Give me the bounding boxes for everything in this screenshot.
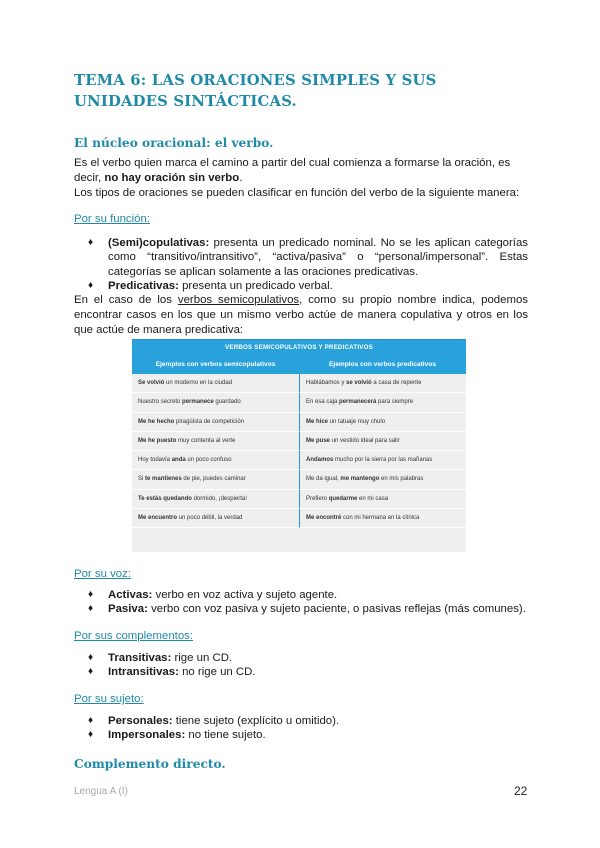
cell-text: mucho por la sierra por las mañanas xyxy=(333,457,433,464)
cell-text: un tatuaje muy chulo xyxy=(328,418,386,425)
cell-text: un vestido ideal para salir xyxy=(330,437,400,444)
item-bold: Transitivas: xyxy=(108,652,172,664)
table-row xyxy=(132,393,466,412)
cell-text: Me da igual, xyxy=(306,476,341,483)
table-header xyxy=(132,340,466,374)
table-title: VERBOS SEMICOPULATIVOS Y PREDICATIVOS xyxy=(225,344,373,351)
table-cell xyxy=(132,490,299,509)
para-text-b: , como su propio nombre indica, podemos encontrar casos en los que un mismo verbo actúe de manera copulativa y otros en los que actúe de manera predicativa: xyxy=(74,294,528,336)
list-item xyxy=(88,602,528,616)
diamond-bullet-icon: ♦ xyxy=(88,237,94,248)
table-cell xyxy=(299,509,466,528)
cell-verb: Me hice xyxy=(306,418,329,425)
cell-verb: Se volvió xyxy=(138,380,165,386)
table-cell xyxy=(299,374,466,393)
item-bold: Personales: xyxy=(108,715,173,727)
list-item xyxy=(88,279,528,293)
item-bold: Impersonales: xyxy=(108,729,186,742)
cell-verb: Me he puesto xyxy=(138,437,177,444)
cell-verb: me mantengo xyxy=(340,476,380,483)
cell-text: un poco débil, la verdad xyxy=(177,515,243,522)
table-row xyxy=(132,509,466,528)
table-cell xyxy=(132,470,299,489)
table-cell xyxy=(132,374,299,393)
cell-text: un moderno en la ciudad xyxy=(164,380,233,386)
section-voz-label: Por su voz: xyxy=(74,568,131,580)
cell-verb: Me he hecho xyxy=(138,418,175,425)
cell-text: en mis palabras xyxy=(379,476,424,483)
cell-verb: Andamos xyxy=(306,457,334,464)
item-bold: Predicativas: xyxy=(108,279,179,292)
cell-text: con mi hermana en la clínica xyxy=(341,515,420,522)
cell-verb: anda xyxy=(171,457,186,464)
table-cell xyxy=(132,451,299,470)
list-item xyxy=(88,236,528,279)
heading-nucleo-oracional: El núcleo oracional: el verbo. xyxy=(74,136,274,150)
table-row xyxy=(132,490,466,509)
diamond-bullet-icon: ♦ xyxy=(88,279,94,291)
cell-text: a casa de repente xyxy=(371,380,422,386)
cell-verb: te mantienes xyxy=(145,476,182,483)
list-item xyxy=(88,714,528,728)
cell-text: de pie, puedes caminar xyxy=(181,476,246,483)
intro-text-c: . xyxy=(239,172,243,184)
table-cell xyxy=(132,393,299,412)
semicopulativos-paragraph xyxy=(74,293,528,338)
verbs-table xyxy=(132,339,466,552)
item-bold: (Semi)copulativas: xyxy=(108,237,210,249)
cell-text: en mi casa xyxy=(357,495,389,502)
cell-text: un poco confuso xyxy=(185,457,232,464)
cell-text: piragüista de competición xyxy=(174,418,245,425)
intro-text-2: Los tipos de oraciones se pueden clasificar en función del verbo de la siguiente manera: xyxy=(74,187,520,199)
table-cell xyxy=(132,413,299,432)
intro-text-a: Es el verbo quien marca el camino a partir del cual comienza a formarse la oración, es decir, xyxy=(74,157,511,184)
item-bold: Intransitivas: xyxy=(108,666,179,679)
intro-paragraph xyxy=(74,156,528,201)
item-text: rige un CD. xyxy=(171,652,233,664)
cell-verb: quedarme xyxy=(328,495,358,502)
cell-verb: Me puse xyxy=(306,437,331,444)
section-funcion-label: Por su función: xyxy=(74,213,150,225)
cell-verb: permanece xyxy=(182,399,214,406)
para-underlined: verbos semicopulativos xyxy=(177,294,300,306)
table-cell xyxy=(132,509,299,528)
diamond-bullet-icon: ♦ xyxy=(88,589,94,600)
complementos-list xyxy=(88,651,528,680)
cell-text: Si xyxy=(138,476,146,483)
item-text: tiene sujeto (explícito u omitido). xyxy=(172,715,340,727)
list-item xyxy=(88,588,528,602)
intro-bold: no hay oración sin verbo xyxy=(104,172,240,184)
item-bold: Pasiva: xyxy=(108,603,148,616)
cell-text: En esa caja xyxy=(306,399,340,406)
item-text: presenta un predicado verbal. xyxy=(178,279,333,292)
table-body xyxy=(132,374,466,528)
item-text: no rige un CD. xyxy=(178,666,256,679)
item-text: verbo con voz pasiva y sujeto paciente, o pasivas reflejas (más comunes). xyxy=(147,603,526,616)
cell-verb: se volvió xyxy=(346,380,372,386)
heading-complemento-directo: Complemento directo. xyxy=(74,757,226,771)
table-cell xyxy=(299,470,466,489)
table-row xyxy=(132,374,466,393)
voz-list xyxy=(88,588,528,617)
column-header-semicopulativos: Ejemplos con verbos semicopulativos xyxy=(155,361,276,368)
para-text-a: En el caso de los xyxy=(74,294,178,306)
table-row xyxy=(132,432,466,451)
column-header-predicativos: Ejemplos con verbos predicativos xyxy=(328,361,436,368)
table-row xyxy=(132,470,466,489)
item-text: verbo en voz activa y sujeto agente. xyxy=(152,589,338,601)
cell-verb: Te estás quedando xyxy=(138,495,192,502)
cell-text: Hablábamos y xyxy=(306,380,347,386)
cell-verb: permanecerá xyxy=(339,399,377,406)
table-cell xyxy=(299,432,466,451)
section-sujeto-label: Por su sujeto: xyxy=(74,693,144,705)
diamond-bullet-icon: ♦ xyxy=(88,666,94,678)
item-bold: Activas: xyxy=(108,589,153,601)
table-cell xyxy=(299,490,466,509)
cell-text: muy contenta al verte xyxy=(176,437,236,444)
footer-course: Lengua A (I) xyxy=(74,786,128,797)
diamond-bullet-icon: ♦ xyxy=(88,652,94,663)
diamond-bullet-icon: ♦ xyxy=(88,715,94,726)
cell-text: Prefiero xyxy=(306,495,329,502)
diamond-bullet-icon: ♦ xyxy=(88,603,94,615)
section-complementos-label: Por sus complementos: xyxy=(74,630,194,642)
list-item xyxy=(88,728,528,742)
cell-text: Nuestro secreto xyxy=(138,399,183,406)
table-cell xyxy=(299,393,466,412)
funcion-list xyxy=(88,236,528,293)
page-number: 22 xyxy=(514,784,528,798)
table-column-headers xyxy=(132,356,466,374)
table-cell xyxy=(132,432,299,451)
sujeto-list xyxy=(88,714,528,743)
cell-text: Hoy todavía xyxy=(138,457,172,464)
table-cell xyxy=(299,451,466,470)
cell-text: para siempre xyxy=(376,399,414,406)
page-title: TEMA 6: LAS ORACIONES SIMPLES Y SUS UNIDADES SINTÁCTICAS. xyxy=(74,72,437,110)
item-text: no tiene sujeto. xyxy=(185,729,266,742)
table-cell xyxy=(299,413,466,432)
cell-verb: Me encuentro xyxy=(138,515,178,522)
list-item xyxy=(88,651,528,665)
cell-verb: Me encontré xyxy=(306,515,342,522)
table-row xyxy=(132,451,466,470)
item-text: presenta un predicado nominal. No se les aplican categorías como “transitivo/intransitivo”, “activa/pasiva” o “personal/impersonal”. Estas categorías se aplican solamente a las oraciones predicativas. xyxy=(108,237,528,278)
table-row xyxy=(132,413,466,432)
cell-text: dormido, ¡despierta! xyxy=(191,495,247,502)
cell-text: guardado xyxy=(213,399,241,406)
diamond-bullet-icon: ♦ xyxy=(88,729,94,741)
list-item xyxy=(88,665,528,679)
